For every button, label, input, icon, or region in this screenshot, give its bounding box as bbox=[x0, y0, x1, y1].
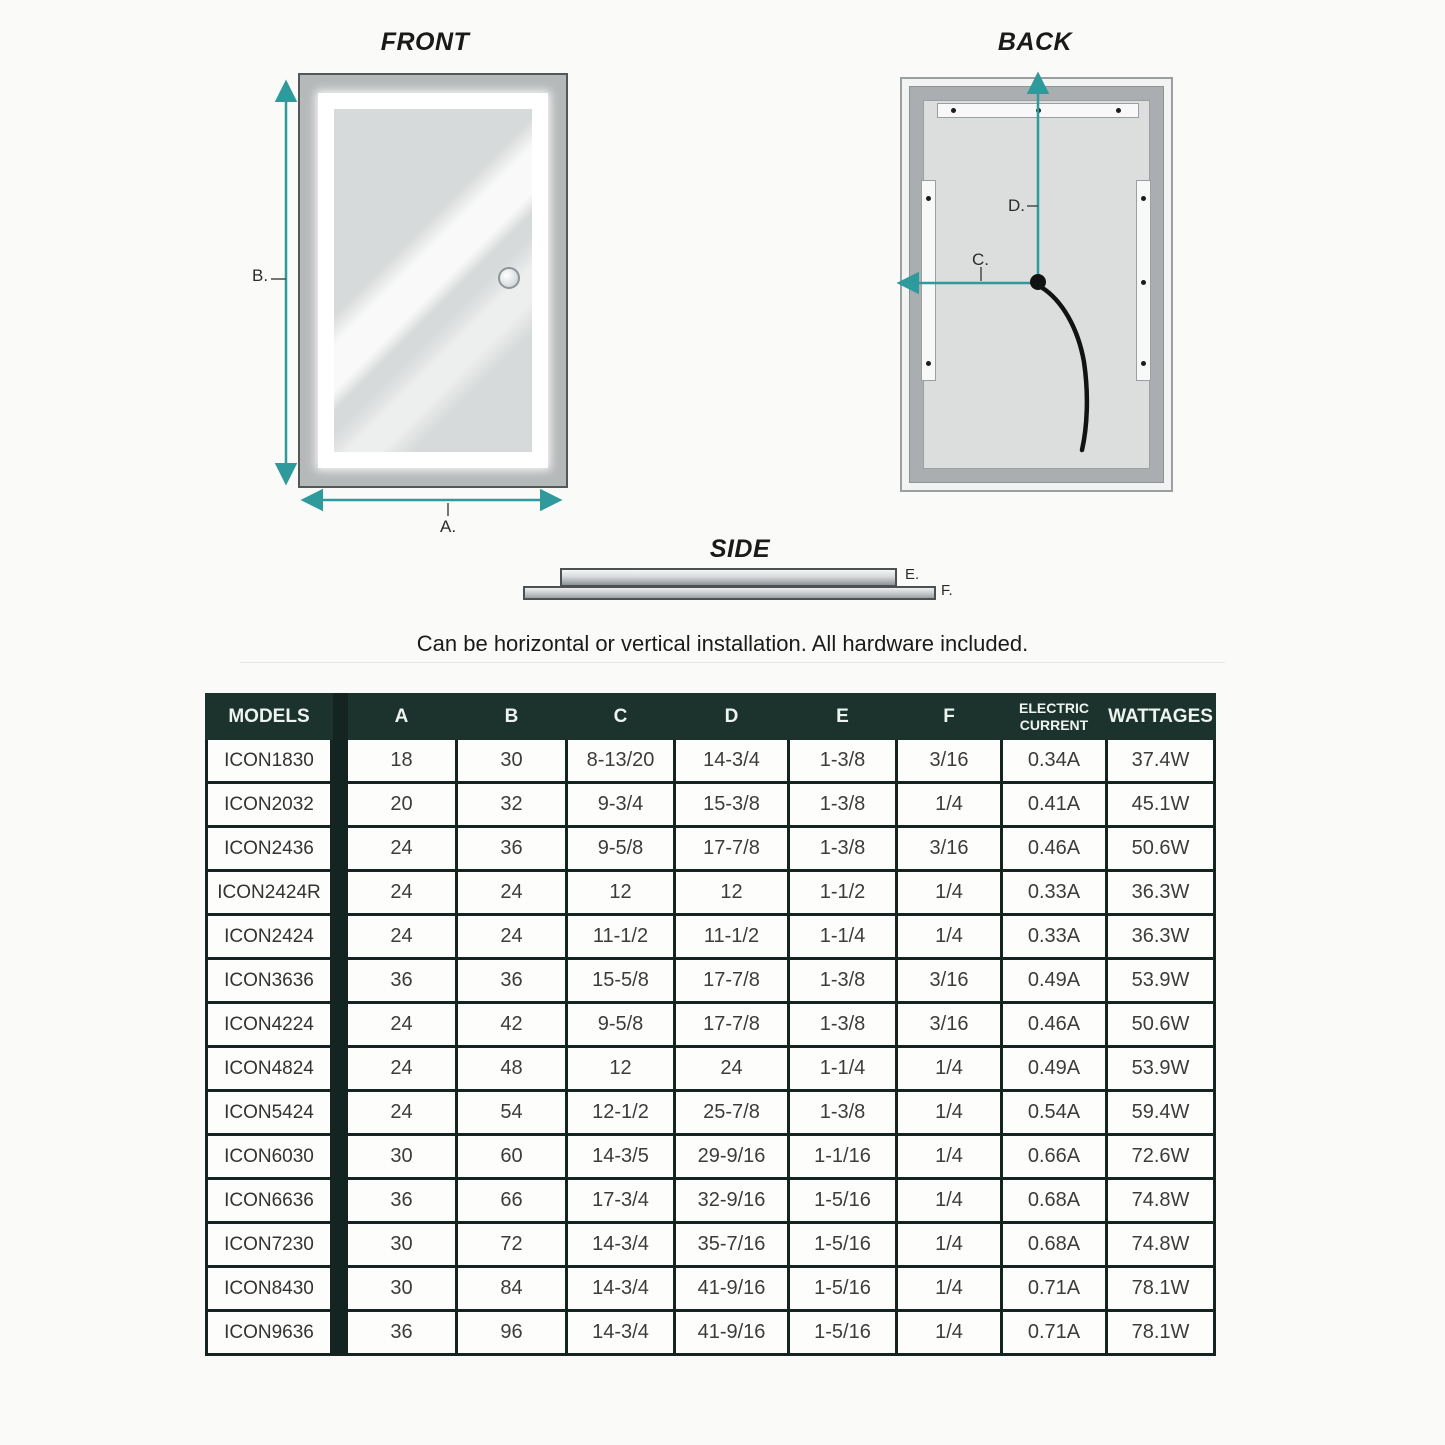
value-cell: 53.9W bbox=[1107, 959, 1215, 1003]
front-height-label: B. bbox=[252, 266, 269, 285]
value-cell: 24 bbox=[347, 871, 457, 915]
column-header: ELECTRIC CURRENT bbox=[1002, 695, 1107, 739]
value-cell: 1-5/16 bbox=[789, 1223, 897, 1267]
value-cell: 12 bbox=[567, 871, 675, 915]
value-cell: 0.68A bbox=[1002, 1179, 1107, 1223]
bracket-screw-dot bbox=[1141, 361, 1146, 366]
spec-table-body bbox=[207, 739, 1215, 1355]
value-cell: 0.49A bbox=[1002, 959, 1107, 1003]
column-divider bbox=[332, 695, 347, 739]
value-cell: 78.1W bbox=[1107, 1267, 1215, 1311]
value-cell: 9-5/8 bbox=[567, 1003, 675, 1047]
value-cell: 35-7/16 bbox=[675, 1223, 789, 1267]
column-header: A bbox=[347, 695, 457, 739]
column-header: C bbox=[567, 695, 675, 739]
value-cell: 60 bbox=[457, 1135, 567, 1179]
value-cell: 17-7/8 bbox=[675, 827, 789, 871]
spec-table-header bbox=[207, 695, 1215, 739]
value-cell: 30 bbox=[347, 1223, 457, 1267]
back-view-title: BACK bbox=[997, 28, 1073, 56]
model-cell: ICON7230 bbox=[207, 1223, 332, 1267]
value-cell: 11-1/2 bbox=[567, 915, 675, 959]
model-cell: ICON4224 bbox=[207, 1003, 332, 1047]
column-divider bbox=[332, 915, 347, 959]
model-cell: ICON2424R bbox=[207, 871, 332, 915]
value-cell: 50.6W bbox=[1107, 1003, 1215, 1047]
column-divider bbox=[332, 783, 347, 827]
value-cell: 1-3/8 bbox=[789, 739, 897, 783]
column-divider bbox=[332, 1047, 347, 1091]
table-row bbox=[207, 1223, 1215, 1267]
value-cell: 9-3/4 bbox=[567, 783, 675, 827]
value-cell: 36 bbox=[457, 827, 567, 871]
column-header: MODELS bbox=[207, 695, 332, 739]
value-cell: 15-3/8 bbox=[675, 783, 789, 827]
value-cell: 1/4 bbox=[897, 1311, 1002, 1355]
value-cell: 25-7/8 bbox=[675, 1091, 789, 1135]
value-cell: 66 bbox=[457, 1179, 567, 1223]
value-cell: 30 bbox=[347, 1135, 457, 1179]
model-cell: ICON4824 bbox=[207, 1047, 332, 1091]
value-cell: 9-5/8 bbox=[567, 827, 675, 871]
value-cell: 0.46A bbox=[1002, 827, 1107, 871]
value-cell: 17-3/4 bbox=[567, 1179, 675, 1223]
value-cell: 41-9/16 bbox=[675, 1267, 789, 1311]
value-cell: 1-1/4 bbox=[789, 1047, 897, 1091]
column-divider bbox=[332, 827, 347, 871]
value-cell: 1/4 bbox=[897, 1267, 1002, 1311]
value-cell: 29-9/16 bbox=[675, 1135, 789, 1179]
bracket-screw-dot bbox=[926, 361, 931, 366]
value-cell: 36 bbox=[347, 1311, 457, 1355]
value-cell: 1/4 bbox=[897, 915, 1002, 959]
value-cell: 17-7/8 bbox=[675, 1003, 789, 1047]
value-cell: 18 bbox=[347, 739, 457, 783]
value-cell: 20 bbox=[347, 783, 457, 827]
value-cell: 48 bbox=[457, 1047, 567, 1091]
bracket-screw-dot bbox=[951, 108, 956, 113]
model-cell: ICON9636 bbox=[207, 1311, 332, 1355]
value-cell: 14-3/4 bbox=[675, 739, 789, 783]
side-f-label: F. bbox=[941, 582, 953, 599]
value-cell: 32 bbox=[457, 783, 567, 827]
value-cell: 1-1/2 bbox=[789, 871, 897, 915]
side-back-plate bbox=[523, 586, 936, 600]
value-cell: 37.4W bbox=[1107, 739, 1215, 783]
column-divider bbox=[332, 871, 347, 915]
value-cell: 1/4 bbox=[897, 1135, 1002, 1179]
model-cell: ICON8430 bbox=[207, 1267, 332, 1311]
table-row bbox=[207, 959, 1215, 1003]
value-cell: 1-1/16 bbox=[789, 1135, 897, 1179]
column-divider bbox=[332, 1003, 347, 1047]
table-row bbox=[207, 1047, 1215, 1091]
caption-divider bbox=[240, 662, 1225, 663]
value-cell: 1/4 bbox=[897, 1091, 1002, 1135]
value-cell: 14-3/4 bbox=[567, 1311, 675, 1355]
value-cell: 0.66A bbox=[1002, 1135, 1107, 1179]
value-cell: 24 bbox=[675, 1047, 789, 1091]
value-cell: 1/4 bbox=[897, 871, 1002, 915]
column-divider bbox=[332, 1091, 347, 1135]
table-row bbox=[207, 871, 1215, 915]
value-cell: 36.3W bbox=[1107, 915, 1215, 959]
value-cell: 30 bbox=[347, 1267, 457, 1311]
front-view-title: FRONT bbox=[380, 28, 470, 56]
back-panel bbox=[923, 100, 1150, 469]
value-cell: 24 bbox=[347, 1003, 457, 1047]
value-cell: 3/16 bbox=[897, 739, 1002, 783]
value-cell: 1/4 bbox=[897, 783, 1002, 827]
value-cell: 96 bbox=[457, 1311, 567, 1355]
value-cell: 32-9/16 bbox=[675, 1179, 789, 1223]
value-cell: 8-13/20 bbox=[567, 739, 675, 783]
model-cell: ICON1830 bbox=[207, 739, 332, 783]
column-header: D bbox=[675, 695, 789, 739]
spec-table bbox=[205, 693, 1216, 1356]
back-d-label: D. bbox=[1008, 196, 1025, 215]
value-cell: 1-3/8 bbox=[789, 827, 897, 871]
bracket-screw-dot bbox=[926, 196, 931, 201]
front-mirror-frame bbox=[298, 73, 568, 488]
value-cell: 0.33A bbox=[1002, 871, 1107, 915]
bracket-screw-dot bbox=[1116, 108, 1121, 113]
model-cell: ICON2424 bbox=[207, 915, 332, 959]
table-row bbox=[207, 915, 1215, 959]
column-divider bbox=[332, 1267, 347, 1311]
value-cell: 30 bbox=[457, 739, 567, 783]
table-row bbox=[207, 1311, 1215, 1355]
value-cell: 14-3/4 bbox=[567, 1267, 675, 1311]
table-row bbox=[207, 827, 1215, 871]
value-cell: 24 bbox=[347, 827, 457, 871]
back-frame-band bbox=[909, 86, 1164, 483]
value-cell: 72.6W bbox=[1107, 1135, 1215, 1179]
column-header: B bbox=[457, 695, 567, 739]
table-row bbox=[207, 739, 1215, 783]
value-cell: 1-5/16 bbox=[789, 1179, 897, 1223]
value-cell: 0.34A bbox=[1002, 739, 1107, 783]
value-cell: 0.41A bbox=[1002, 783, 1107, 827]
column-divider bbox=[332, 959, 347, 1003]
column-header: E bbox=[789, 695, 897, 739]
value-cell: 14-3/4 bbox=[567, 1223, 675, 1267]
model-cell: ICON2032 bbox=[207, 783, 332, 827]
table-row bbox=[207, 1135, 1215, 1179]
front-width-label: A. bbox=[440, 517, 457, 536]
spec-table-container bbox=[205, 693, 1216, 1356]
value-cell: 45.1W bbox=[1107, 783, 1215, 827]
value-cell: 50.6W bbox=[1107, 827, 1215, 871]
value-cell: 11-1/2 bbox=[675, 915, 789, 959]
value-cell: 74.8W bbox=[1107, 1179, 1215, 1223]
value-cell: 0.71A bbox=[1002, 1267, 1107, 1311]
value-cell: 1/4 bbox=[897, 1179, 1002, 1223]
model-cell: ICON2436 bbox=[207, 827, 332, 871]
value-cell: 24 bbox=[457, 915, 567, 959]
value-cell: 24 bbox=[347, 1047, 457, 1091]
column-header: F bbox=[897, 695, 1002, 739]
model-cell: ICON3636 bbox=[207, 959, 332, 1003]
table-row bbox=[207, 783, 1215, 827]
model-cell: ICON6030 bbox=[207, 1135, 332, 1179]
value-cell: 36 bbox=[347, 959, 457, 1003]
value-cell: 53.9W bbox=[1107, 1047, 1215, 1091]
bracket-screw-dot bbox=[1141, 196, 1146, 201]
value-cell: 1-3/8 bbox=[789, 783, 897, 827]
side-view-title: SIDE bbox=[709, 535, 771, 563]
column-divider bbox=[332, 1135, 347, 1179]
value-cell: 72 bbox=[457, 1223, 567, 1267]
value-cell: 17-7/8 bbox=[675, 959, 789, 1003]
model-cell: ICON5424 bbox=[207, 1091, 332, 1135]
value-cell: 12-1/2 bbox=[567, 1091, 675, 1135]
value-cell: 3/16 bbox=[897, 1003, 1002, 1047]
value-cell: 59.4W bbox=[1107, 1091, 1215, 1135]
value-cell: 3/16 bbox=[897, 959, 1002, 1003]
value-cell: 42 bbox=[457, 1003, 567, 1047]
bracket-screw-dot bbox=[1141, 280, 1146, 285]
left-mounting-bracket bbox=[921, 180, 936, 381]
value-cell: 1-3/8 bbox=[789, 959, 897, 1003]
value-cell: 1-3/8 bbox=[789, 1091, 897, 1135]
back-mirror-frame bbox=[900, 77, 1173, 492]
touch-sensor-button bbox=[498, 267, 520, 289]
value-cell: 36 bbox=[457, 959, 567, 1003]
back-c-label: C. bbox=[972, 250, 989, 269]
column-divider bbox=[332, 1179, 347, 1223]
value-cell: 1-1/4 bbox=[789, 915, 897, 959]
value-cell: 24 bbox=[347, 1091, 457, 1135]
table-row bbox=[207, 1179, 1215, 1223]
value-cell: 74.8W bbox=[1107, 1223, 1215, 1267]
column-header: WATTAGES bbox=[1107, 695, 1215, 739]
model-cell: ICON6636 bbox=[207, 1179, 332, 1223]
value-cell: 0.49A bbox=[1002, 1047, 1107, 1091]
value-cell: 36.3W bbox=[1107, 871, 1215, 915]
value-cell: 1/4 bbox=[897, 1047, 1002, 1091]
value-cell: 0.68A bbox=[1002, 1223, 1107, 1267]
value-cell: 1/4 bbox=[897, 1223, 1002, 1267]
table-row bbox=[207, 1003, 1215, 1047]
column-divider bbox=[332, 739, 347, 783]
value-cell: 24 bbox=[457, 871, 567, 915]
side-e-label: E. bbox=[905, 566, 920, 583]
value-cell: 54 bbox=[457, 1091, 567, 1135]
side-mirror-body bbox=[560, 568, 897, 587]
value-cell: 0.33A bbox=[1002, 915, 1107, 959]
value-cell: 1-3/8 bbox=[789, 1003, 897, 1047]
bracket-screw-dot bbox=[1036, 108, 1041, 113]
value-cell: 36 bbox=[347, 1179, 457, 1223]
value-cell: 12 bbox=[675, 871, 789, 915]
installation-caption: Can be horizontal or vertical installation. All hardware included. bbox=[416, 631, 1029, 656]
value-cell: 14-3/5 bbox=[567, 1135, 675, 1179]
value-cell: 41-9/16 bbox=[675, 1311, 789, 1355]
table-row bbox=[207, 1091, 1215, 1135]
value-cell: 1-5/16 bbox=[789, 1267, 897, 1311]
table-row bbox=[207, 1267, 1215, 1311]
value-cell: 0.46A bbox=[1002, 1003, 1107, 1047]
value-cell: 15-5/8 bbox=[567, 959, 675, 1003]
value-cell: 12 bbox=[567, 1047, 675, 1091]
value-cell: 84 bbox=[457, 1267, 567, 1311]
value-cell: 0.71A bbox=[1002, 1311, 1107, 1355]
column-divider bbox=[332, 1311, 347, 1355]
value-cell: 0.54A bbox=[1002, 1091, 1107, 1135]
value-cell: 1-5/16 bbox=[789, 1311, 897, 1355]
value-cell: 3/16 bbox=[897, 827, 1002, 871]
value-cell: 24 bbox=[347, 915, 457, 959]
value-cell: 78.1W bbox=[1107, 1311, 1215, 1355]
column-divider bbox=[332, 1223, 347, 1267]
